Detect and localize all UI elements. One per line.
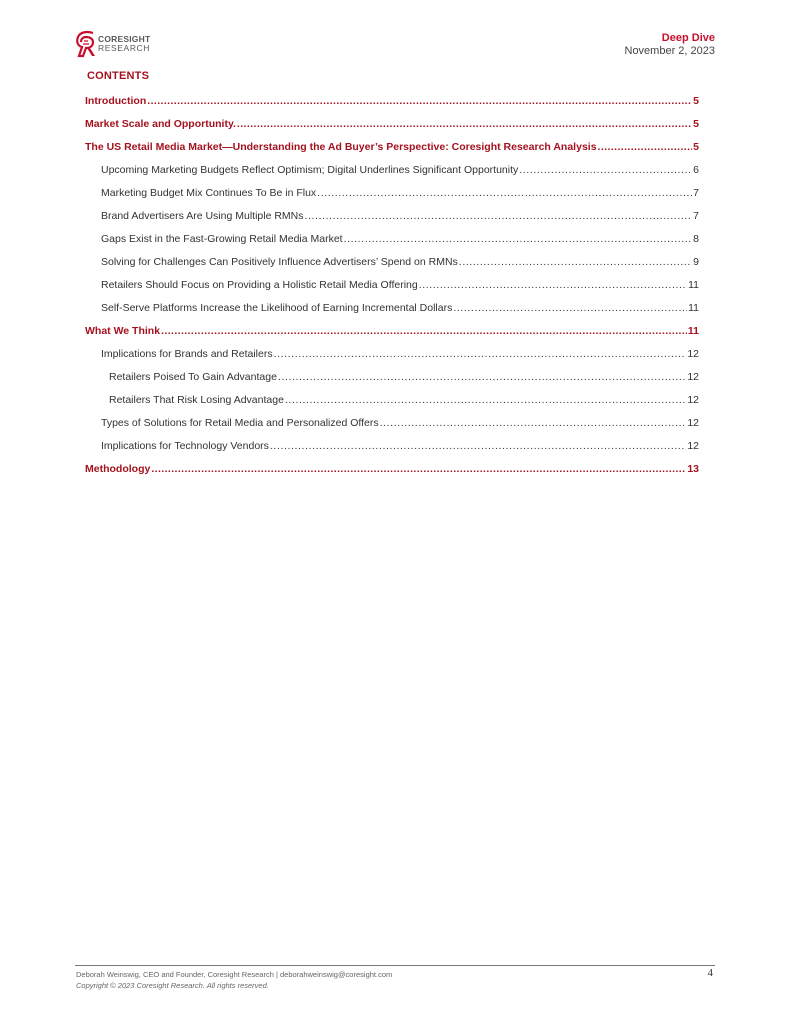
toc-entry[interactable]: Implications for Brands and Retailers ..... 12 bbox=[85, 343, 699, 366]
toc-entry[interactable]: Introduction ..... 5 bbox=[85, 90, 699, 113]
footer-divider bbox=[75, 965, 715, 966]
toc-entry[interactable]: Market Scale and Opportunity. ..... 5 bbox=[85, 113, 699, 136]
logo-wordmark-top: CORESIGHT bbox=[98, 34, 151, 44]
toc-entry[interactable]: Marketing Budget Mix Continues To Be in Flux ..... 7 bbox=[85, 182, 699, 205]
toc-entry[interactable]: Retailers Should Focus on Providing a Holistic Retail Media Offering ..... 11 bbox=[85, 274, 699, 297]
document-date: November 2, 2023 bbox=[624, 45, 715, 57]
toc-entry[interactable]: Types of Solutions for Retail Media and Personalized Offers ..... 12 bbox=[85, 412, 699, 435]
toc-entry[interactable]: Retailers Poised To Gain Advantage ..... 12 bbox=[85, 366, 699, 389]
toc-entry[interactable]: Solving for Challenges Can Positively Influence Advertisers’ Spend on RMNs ..... 9 bbox=[85, 251, 699, 274]
logo-wordmark-bottom: RESEARCH bbox=[98, 43, 151, 53]
footer-author: Deborah Weinswig, CEO and Founder, Coresight Research | deborahweinswig@coresight.com bbox=[76, 970, 393, 979]
footer-copyright: Copyright © 2023 Coresight Research. All rights reserved. bbox=[76, 981, 269, 990]
table-of-contents bbox=[85, 90, 699, 481]
page-header bbox=[75, 28, 715, 64]
toc-entry[interactable]: Brand Advertisers Are Using Multiple RMNs ..... 7 bbox=[85, 205, 699, 228]
document-type: Deep Dive bbox=[661, 32, 715, 44]
toc-entry[interactable]: Upcoming Marketing Budgets Reflect Optimism; Digital Underlines Significant Opportunity ..... 6 bbox=[85, 159, 699, 182]
toc-entry[interactable]: Self-Serve Platforms Increase the Likelihood of Earning Incremental Dollars ..... 11 bbox=[85, 297, 699, 320]
coresight-logo bbox=[75, 28, 155, 62]
toc-entry[interactable]: The US Retail Media Market—Understanding the Ad Buyer’s Perspective: Coresight Research Analysis ..... 5 bbox=[85, 136, 699, 159]
coresight-logo-icon bbox=[75, 30, 97, 58]
contents-heading: CONTENTS bbox=[87, 70, 150, 82]
toc-entry[interactable]: Implications for Technology Vendors ..... 12 bbox=[85, 435, 699, 458]
toc-entry[interactable]: Retailers That Risk Losing Advantage ..... 12 bbox=[85, 389, 699, 412]
page-number: 4 bbox=[707, 967, 713, 979]
page-footer bbox=[76, 969, 392, 991]
toc-entry[interactable]: Gaps Exist in the Fast-Growing Retail Media Market ..... 8 bbox=[85, 228, 699, 251]
toc-entry[interactable]: What We Think ..... 11 bbox=[85, 320, 699, 343]
toc-entry[interactable]: Methodology ..... 13 bbox=[85, 458, 699, 481]
